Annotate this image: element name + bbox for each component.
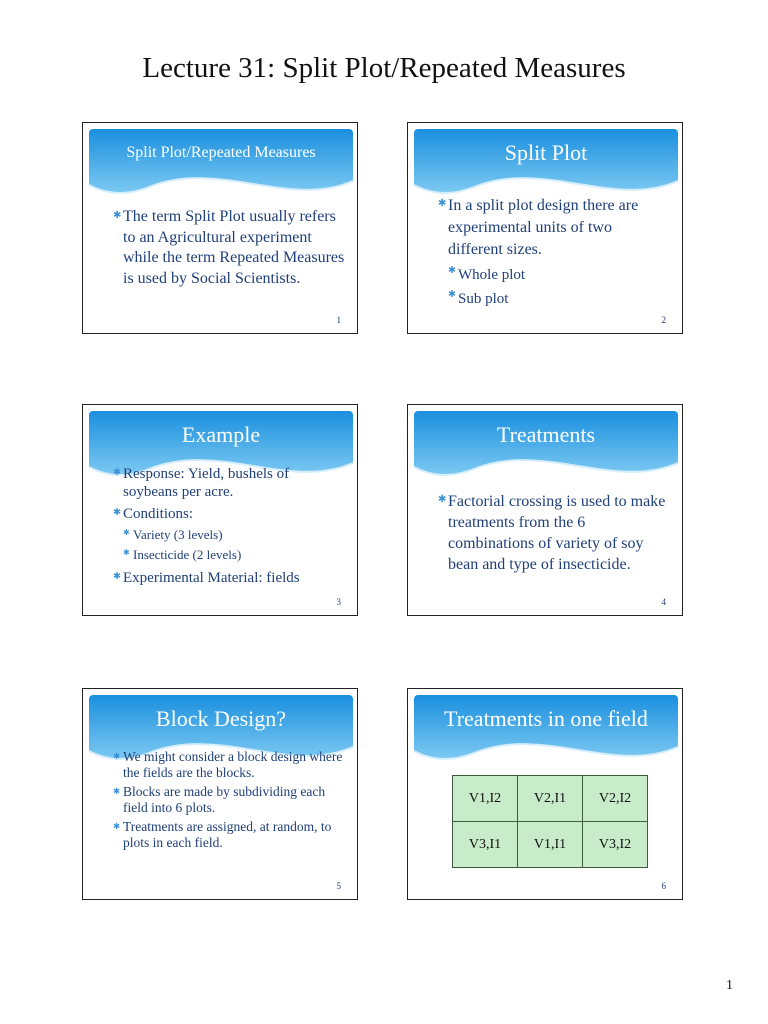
slide-title: Split Plot xyxy=(504,140,588,165)
field-plot-grid xyxy=(452,775,648,868)
bullet: ✱ Experimental Material: fields xyxy=(113,569,345,587)
slide-body xyxy=(113,207,345,289)
bullet: ✱ In a split plot design there are experimental units of two different sizes. xyxy=(438,195,670,261)
bullet: ✱ We might consider a block design where the fields are the blocks. xyxy=(113,749,345,780)
slide-3 xyxy=(82,404,358,616)
slide-number: 3 xyxy=(336,597,341,607)
sub-bullet: ✱ Whole plot xyxy=(448,263,670,287)
slide-title: Treatments in one field xyxy=(444,706,648,731)
slide-4 xyxy=(407,404,683,616)
bullet: ✱ Conditions: xyxy=(113,505,345,523)
bullet: ✱ Factorial crossing is used to make treatments from the 6 combinations of variety of soy bean and type of insecticide. xyxy=(438,491,670,575)
slide-body xyxy=(113,749,345,850)
table-row xyxy=(453,822,648,868)
sub-bullet: ✱ Insecticide (2 levels) xyxy=(123,545,345,565)
slide-2 xyxy=(407,122,683,334)
slide-number: 1 xyxy=(336,315,341,325)
slide-body xyxy=(438,491,670,575)
plot-cell: V3,I2 xyxy=(583,822,648,868)
bullet: ✱ Treatments are assigned, at random, to plots in each field. xyxy=(113,819,345,850)
slide-title: Example xyxy=(181,422,261,447)
slide-body xyxy=(438,195,670,311)
plot-cell: V2,I2 xyxy=(583,776,648,822)
slide-6 xyxy=(407,688,683,900)
slide-number: 2 xyxy=(661,315,666,325)
bullet: ✱ Blocks are made by subdividing each field into 6 plots. xyxy=(113,784,345,815)
slide-body xyxy=(113,465,345,587)
plot-cell: V1,I2 xyxy=(453,776,518,822)
sub-bullet: ✱ Variety (3 levels) xyxy=(123,525,345,545)
slide-title: Block Design? xyxy=(155,706,287,731)
slide-1 xyxy=(82,122,358,334)
plot-cell: V2,I1 xyxy=(518,776,583,822)
slide-5 xyxy=(82,688,358,900)
sub-bullet: ✱ Sub plot xyxy=(448,287,670,311)
plot-cell: V3,I1 xyxy=(453,822,518,868)
page-number: 1 xyxy=(726,978,733,993)
slide-number: 4 xyxy=(661,597,666,607)
table-row xyxy=(453,776,648,822)
bullet: ✱ The term Split Plot usually refers to an Agricultural experiment while the term Repeated Measures is used by Social Scientists. xyxy=(113,207,345,289)
bullet: ✱ Response: Yield, bushels of soybeans per acre. xyxy=(113,465,345,501)
slide-number: 5 xyxy=(336,881,341,891)
slide-number: 6 xyxy=(661,881,666,891)
slide-title: Split Plot/Repeated Measures xyxy=(126,144,316,161)
slide-title: Treatments xyxy=(496,422,596,447)
plot-cell: V1,I1 xyxy=(518,822,583,868)
page-title: Lecture 31: Split Plot/Repeated Measures xyxy=(142,52,626,84)
